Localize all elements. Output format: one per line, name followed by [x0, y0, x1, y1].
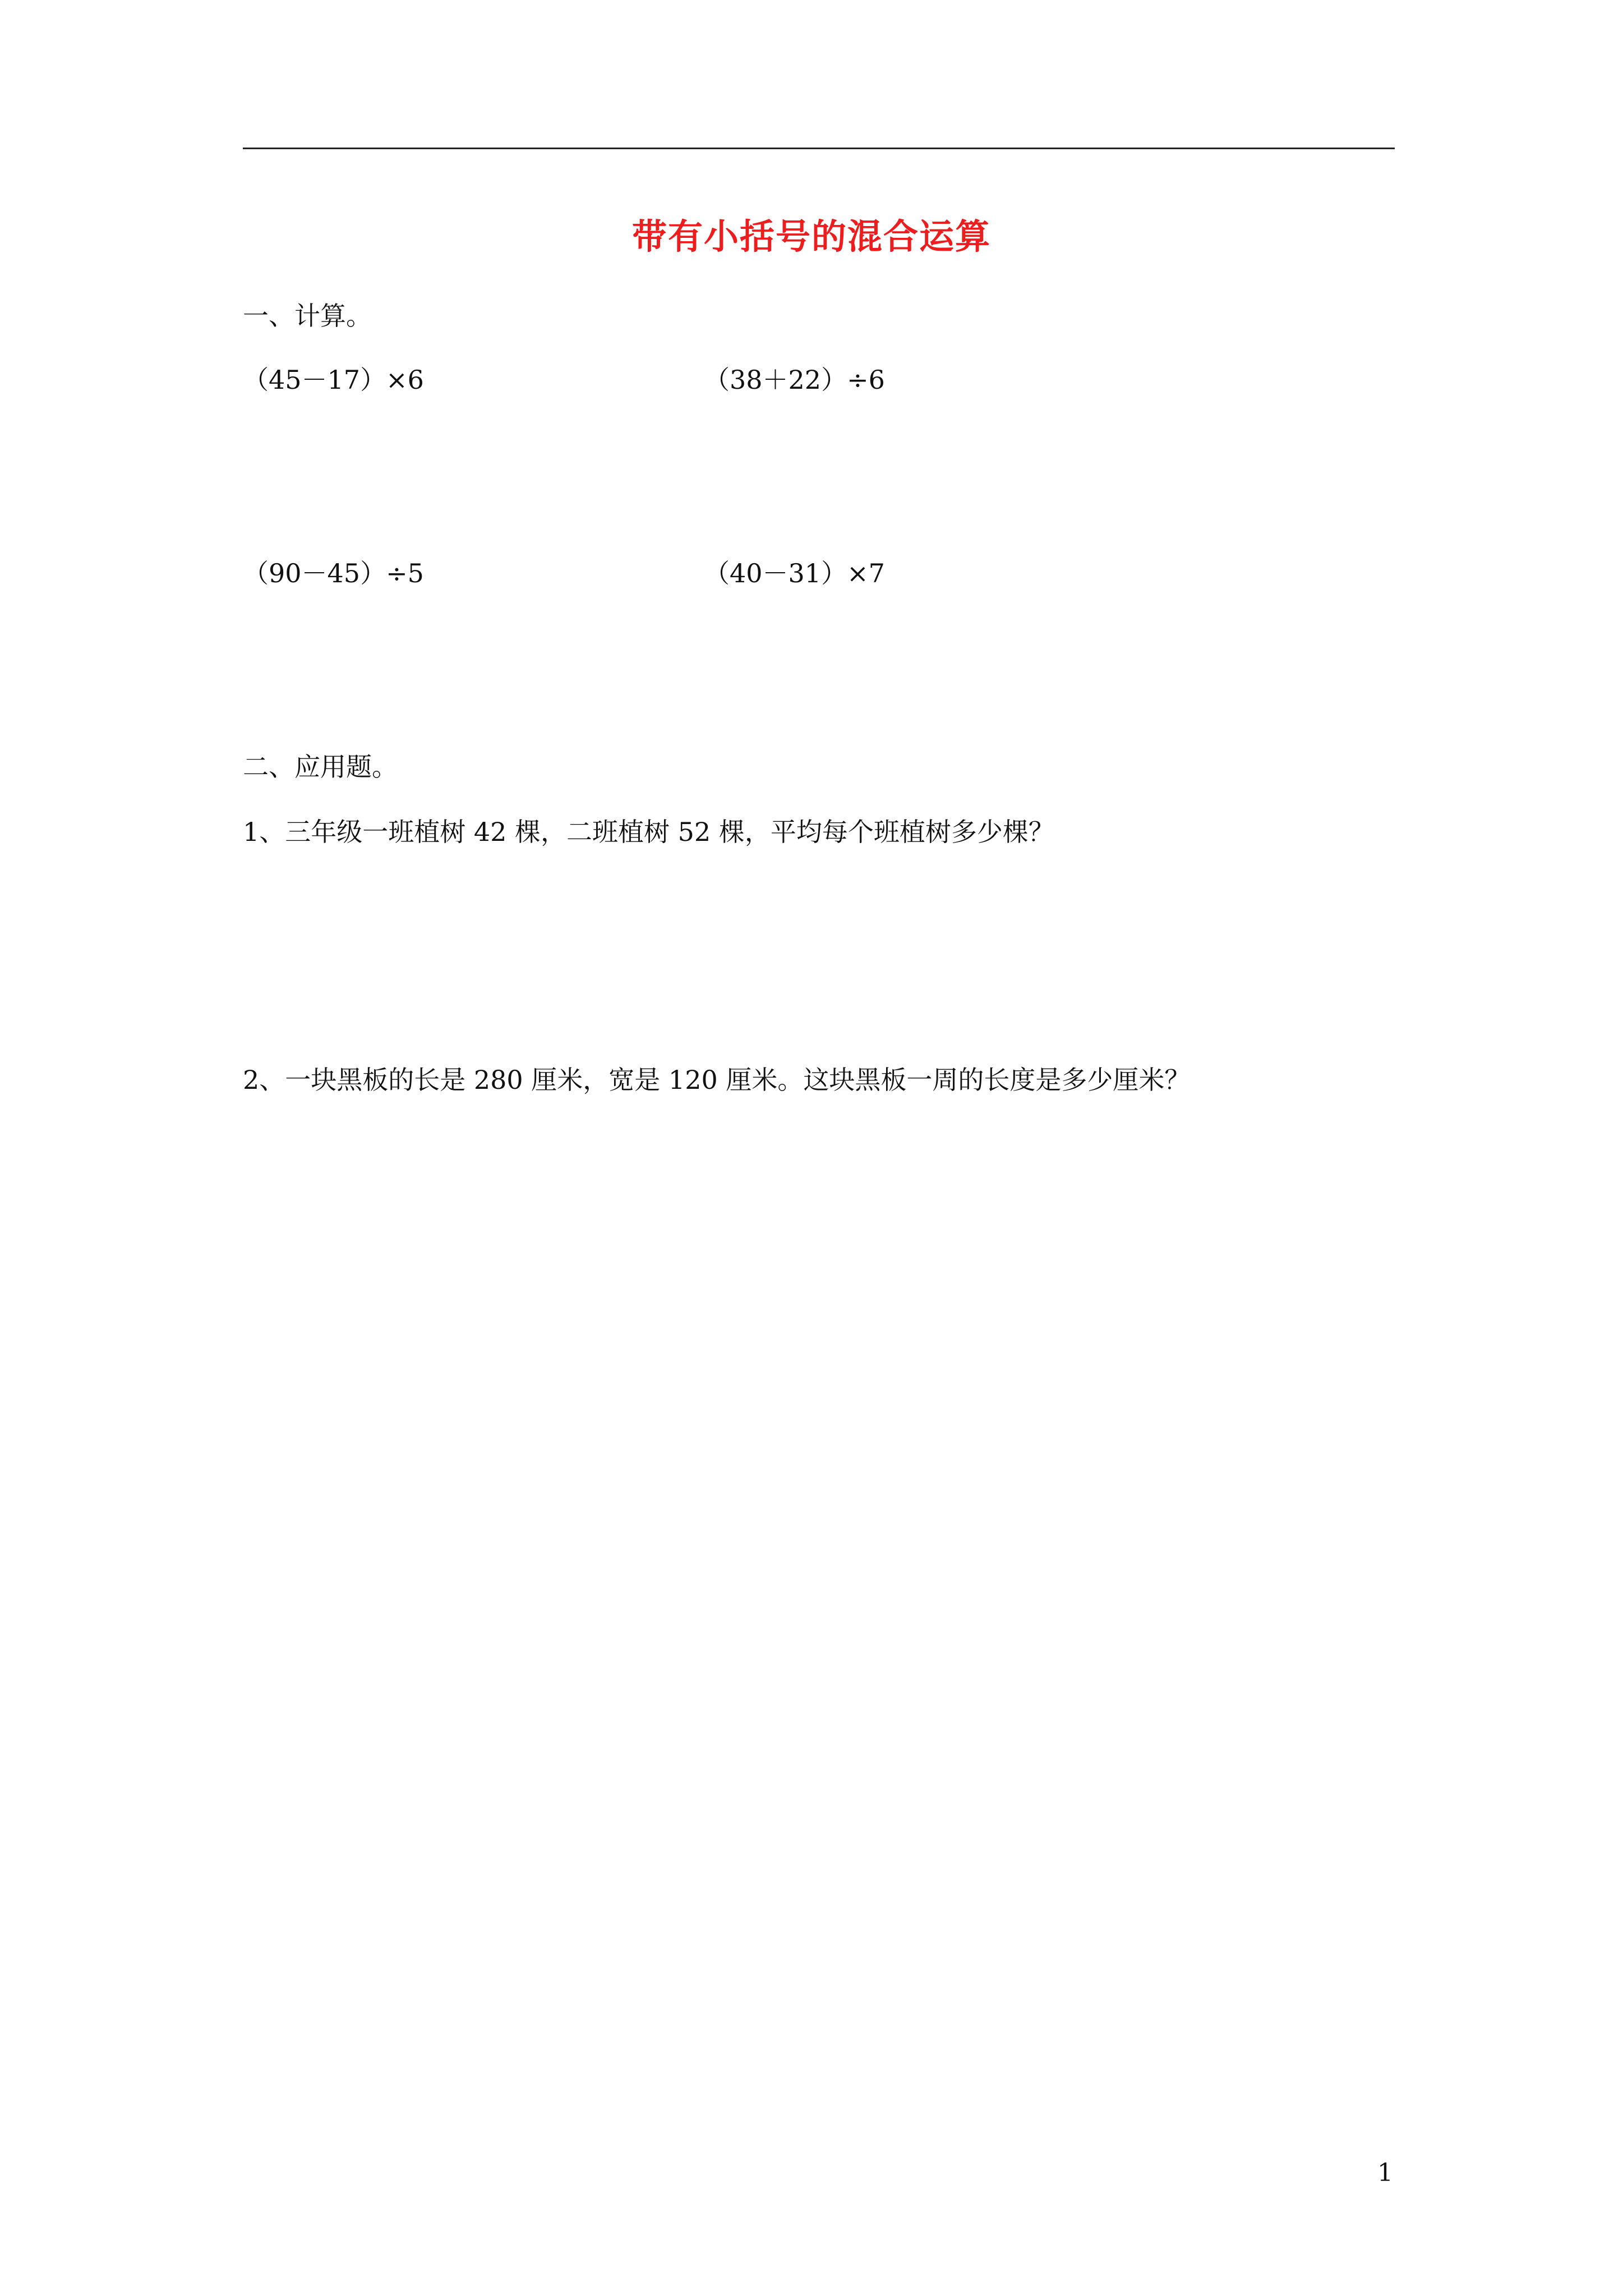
header-rule [243, 148, 1395, 149]
page-number: 1 [1377, 2159, 1393, 2187]
section1-heading: 一、计算。 [243, 301, 372, 331]
calc-problem-2: （38＋22）÷6 [704, 365, 885, 395]
word-problem-2: 2、一块黑板的长是 280 厘米，宽是 120 厘米。这块黑板一周的长度是多少厘米？ [243, 1065, 1191, 1095]
word-problem-1: 1、三年级一班植树 42 棵，二班植树 52 棵，平均每个班植树多少棵？ [243, 817, 1054, 847]
calc-problem-4: （40－31）×7 [704, 558, 885, 588]
calc-problem-3: （90－45）÷5 [243, 558, 424, 588]
section2-heading: 二、应用题。 [243, 752, 398, 782]
worksheet-title: 带有小括号的混合运算 [631, 216, 991, 257]
calc-problem-1: （45－17）×6 [243, 365, 424, 395]
